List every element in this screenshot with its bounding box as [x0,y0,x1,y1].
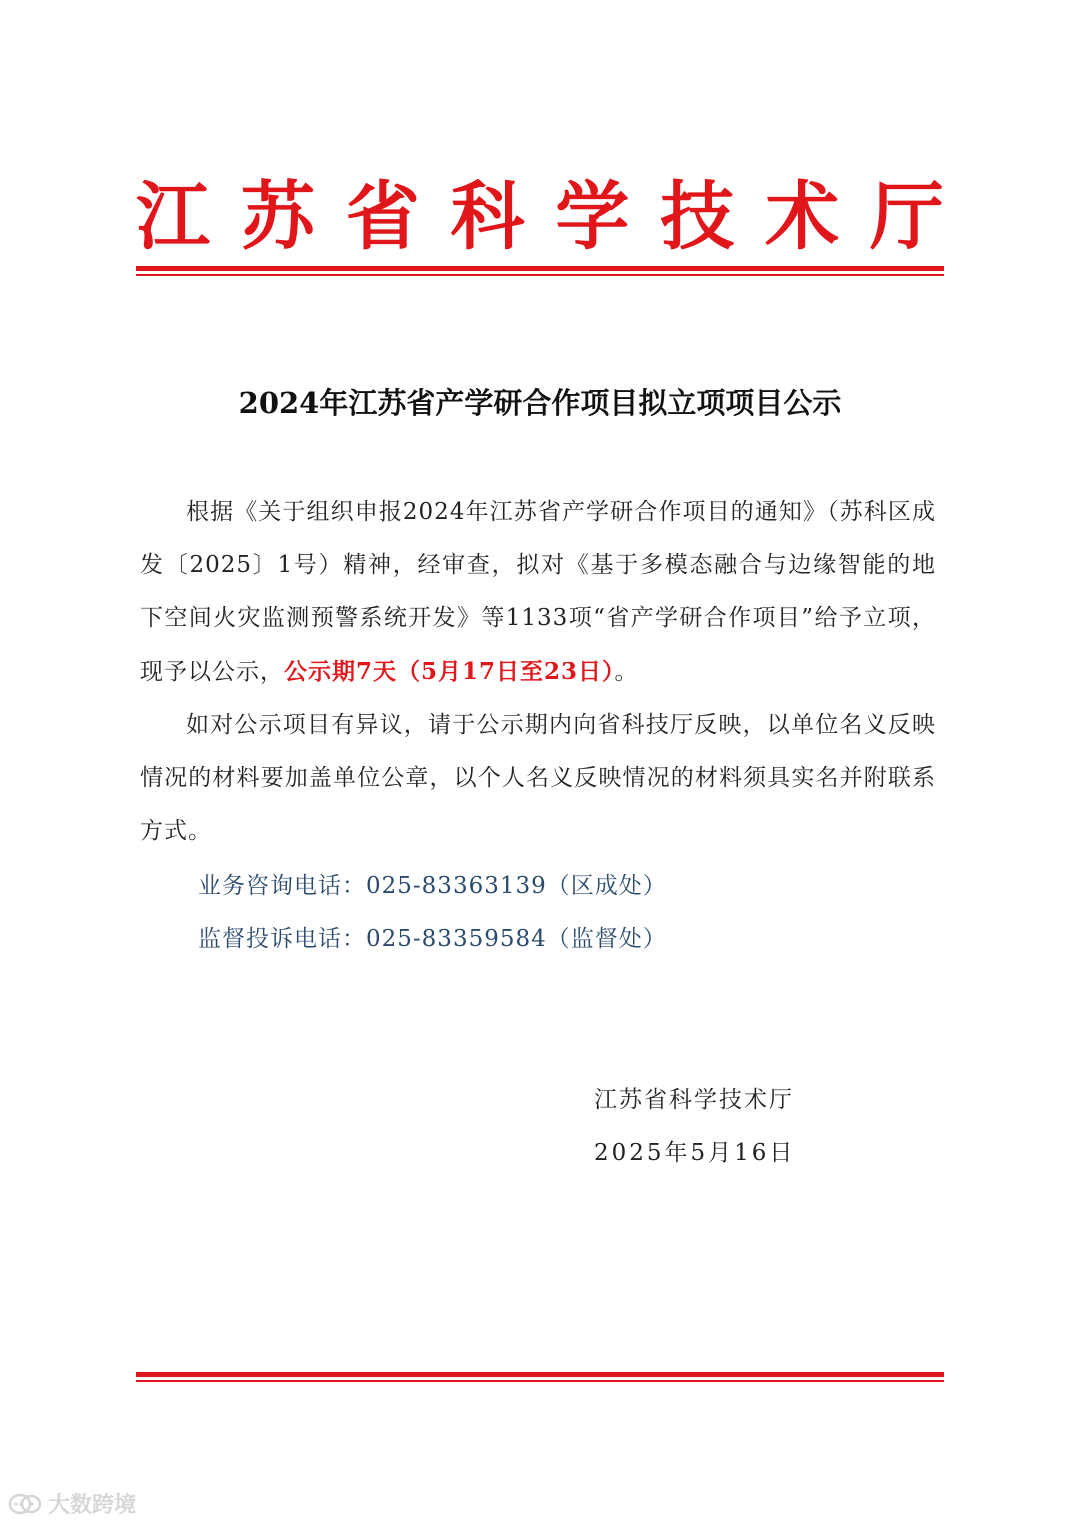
watermark [8,1488,136,1519]
masthead-char: 科 [450,174,525,260]
document-title: 2024年江苏省产学研合作项目拟立项项目公示 [238,386,842,420]
masthead-char: 苏 [240,174,315,260]
masthead-char: 江 [136,174,210,260]
masthead-char: 技 [660,174,735,260]
masthead [136,172,944,262]
watermark-text: 大数跨境 [48,1493,137,1518]
paragraph-objection-text: 如对公示项目有异议，请于公示期内向省科技厅反映，以单位名义反映情况的材料要加盖单位公章，以个人名义反映情况的材料须具实名并附联系方式。 [140,712,936,844]
signature-organization: 江苏省科学技术厅 [594,1087,794,1113]
paragraph-notice [140,486,936,699]
paragraph-objection [140,699,936,858]
notice-period-highlight: 公示期7天（5月17日至23日） [284,658,615,685]
footer-divider [136,1372,944,1382]
masthead-char: 学 [555,174,630,260]
masthead-char: 厅 [869,174,944,260]
paragraph-notice-end: 。 [614,659,639,685]
paragraph-notice-text: 根据《关于组织申报2024年江苏省产学研合作项目的通知》（苏科区成发〔2025〕1号）精神，经审查，拟对《基于多模态融合与边缘智能的地下空间火灾监测预警系统开发》等1133项“省产学研合作项目”给予立项，现予以公示， [140,499,936,685]
header-divider [136,266,944,276]
signature-date: 2025年5月16日 [594,1140,796,1166]
complaint-contact-line: 监督投诉电话：025-83359584（监督处） [198,926,667,952]
masthead-char: 省 [345,174,420,260]
chat-bubble-logo-icon [8,1492,42,1516]
masthead-char: 术 [765,174,840,260]
business-contact-line: 业务咨询电话：025-83363139（区成处） [198,873,667,899]
